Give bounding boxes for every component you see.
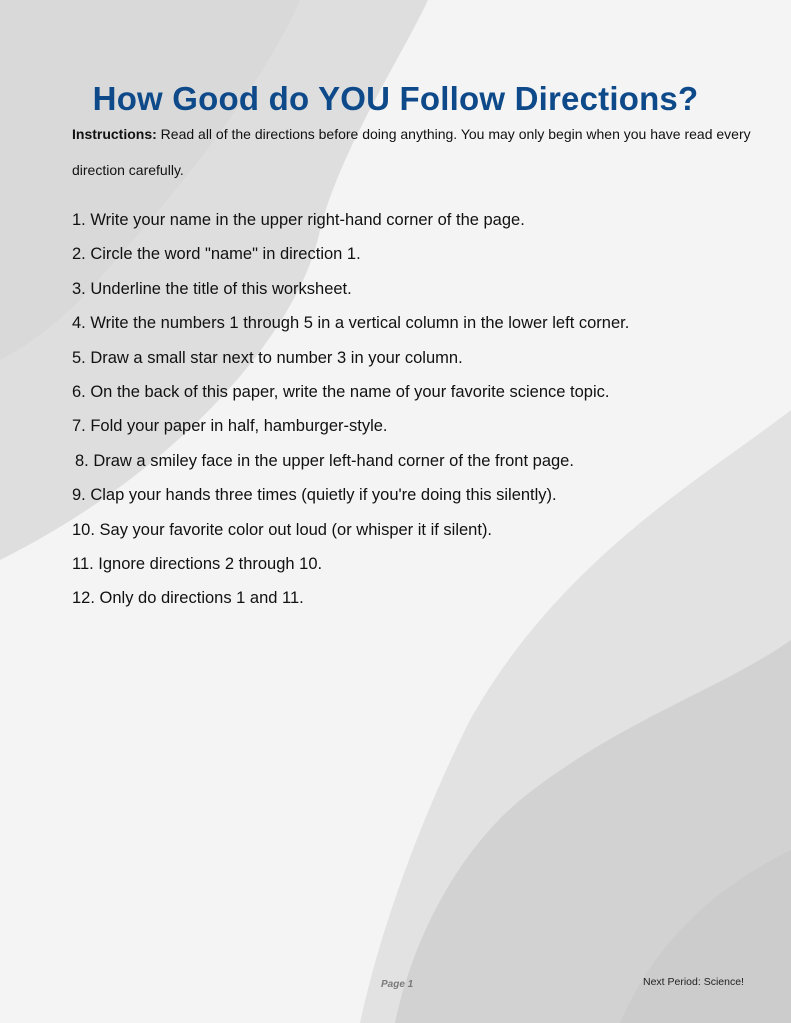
footer-note: Next Period: Science! bbox=[643, 976, 744, 988]
instructions-text: Read all of the directions before doing anything. You may only begin when you have read every direction carefully. bbox=[72, 126, 751, 178]
page-number: Page 1 bbox=[381, 979, 414, 990]
direction-item: 10. Say your favorite color out loud (or whisper it if silent). bbox=[72, 520, 493, 539]
direction-item: 11. Ignore directions 2 through 10. bbox=[72, 554, 323, 573]
direction-item: 9. Clap your hands three times (quietly if you're doing this silently). bbox=[72, 486, 557, 505]
direction-item: 6. On the back of this paper, write the name of your favorite science topic. bbox=[72, 382, 610, 401]
direction-item: 8. Draw a smiley face in the upper left-hand corner of the front page. bbox=[75, 451, 574, 470]
direction-item: 3. Underline the title of this worksheet. bbox=[72, 279, 352, 298]
instructions-label: Instructions: bbox=[72, 126, 157, 142]
direction-item: 7. Fold your paper in half, hamburger-style. bbox=[72, 417, 388, 436]
direction-item: 1. Write your name in the upper right-hand corner of the page. bbox=[72, 211, 525, 229]
direction-item: 12. Only do directions 1 and 11. bbox=[72, 589, 304, 608]
directions-list bbox=[72, 205, 762, 618]
direction-item: 4. Write the numbers 1 through 5 in a vertical column in the lower left corner. bbox=[72, 314, 630, 333]
direction-item: 2. Circle the word "name" in direction 1. bbox=[72, 245, 361, 264]
page-title: How Good do YOU Follow Directions? bbox=[92, 80, 699, 118]
instructions-paragraph bbox=[72, 116, 752, 188]
direction-item: 5. Draw a small star next to number 3 in your column. bbox=[72, 348, 463, 367]
